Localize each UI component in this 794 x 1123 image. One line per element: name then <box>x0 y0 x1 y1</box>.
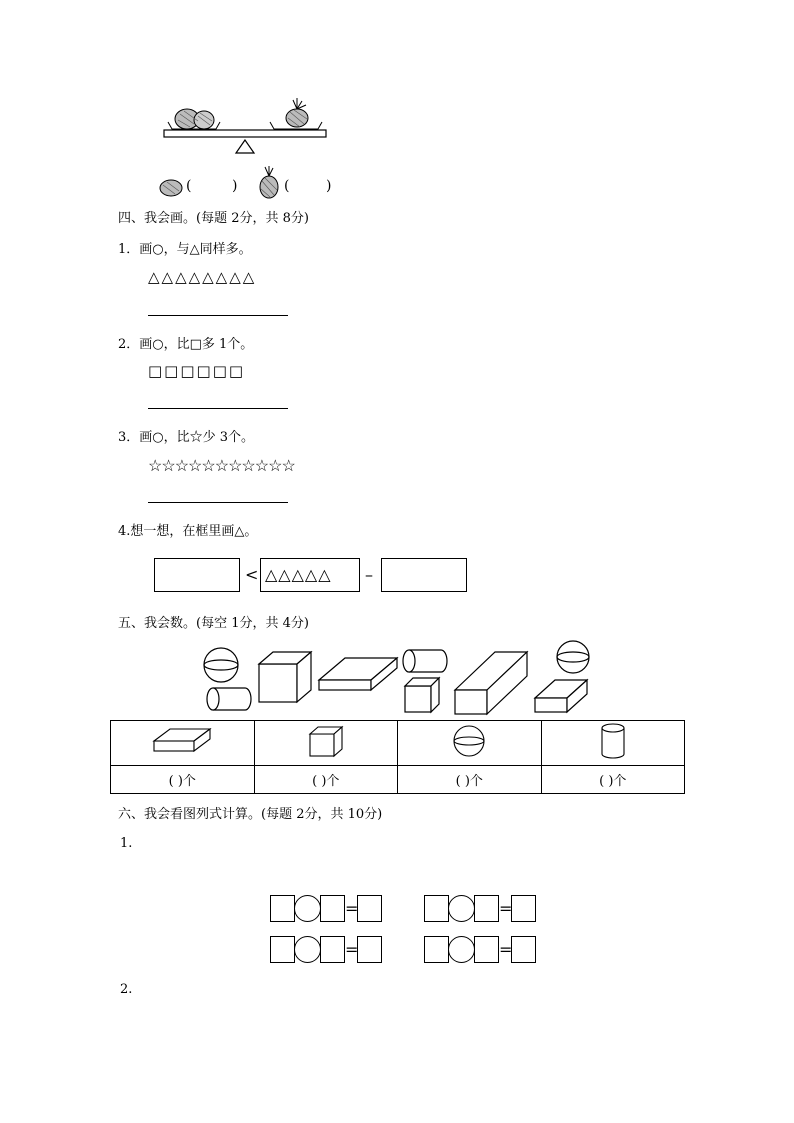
flat-cuboid-icon <box>150 725 214 757</box>
count-answer-sphere[interactable]: ( )个 <box>398 766 542 794</box>
equation-row-2b <box>424 936 536 963</box>
cube-icon <box>259 652 311 702</box>
equation-result-box[interactable] <box>357 936 382 963</box>
equals-sign: = <box>345 899 359 918</box>
equation-row-1b <box>424 895 536 922</box>
equation-operand-box[interactable] <box>270 936 295 963</box>
equals-sign: = <box>345 940 359 959</box>
flat-cuboid-icon <box>319 658 397 690</box>
sphere-icon <box>451 724 487 758</box>
q4-less-than: < <box>245 565 259 584</box>
flat-cuboid-icon <box>535 680 587 712</box>
q4-middle-box <box>260 558 360 592</box>
count-answer-flat-cuboid[interactable]: ( )个 <box>111 766 255 794</box>
count-answer-cube[interactable]: ( )个 <box>254 766 398 794</box>
cylinder-icon <box>598 722 628 760</box>
apple-answer-open: ( <box>186 178 192 194</box>
q1-triangles: △△△△△△△△ <box>148 268 257 286</box>
pineapple-answer-icon <box>258 165 280 199</box>
cylinder-icon <box>207 688 251 710</box>
q4-left-box[interactable] <box>154 558 240 592</box>
equation-operand-box[interactable] <box>320 936 345 963</box>
cube-icon <box>306 724 346 758</box>
equation-operator-circle[interactable] <box>448 936 475 963</box>
section5-heading: 五、我会数。(每空 1分，共 4分) <box>118 616 309 631</box>
count-cell-cube <box>254 721 398 766</box>
equation-operator-circle[interactable] <box>294 936 321 963</box>
section4-heading: 四、我会画。(每题 2分，共 8分) <box>118 211 309 226</box>
q4-minus: – <box>365 565 373 584</box>
equation-operand-box[interactable] <box>270 895 295 922</box>
q4-right-box[interactable] <box>381 558 467 592</box>
equation-row-1a <box>270 895 382 922</box>
q3-answer-line[interactable] <box>148 502 288 503</box>
equals-sign: = <box>499 940 513 959</box>
cylinder-icon <box>403 650 447 672</box>
solid-shapes-illustration <box>195 640 605 720</box>
q4-text: 4.想一想，在框里画△。 <box>118 524 258 539</box>
q2-text: 2．画○，比□多 1个。 <box>118 337 254 352</box>
equation-operator-circle[interactable] <box>448 895 475 922</box>
equation-operand-box[interactable] <box>424 936 449 963</box>
apple-answer-close: ) <box>232 178 238 194</box>
equation-row-2a <box>270 936 382 963</box>
q4-middle-triangles: △△△△△ <box>265 565 332 584</box>
q1-answer-line[interactable] <box>148 315 288 316</box>
sphere-icon <box>557 641 589 673</box>
pineapple-answer-close: ) <box>326 178 332 194</box>
apple-icon <box>175 109 214 129</box>
count-cell-flat-cuboid <box>111 721 255 766</box>
section6-q1-label: 1. <box>120 836 133 851</box>
equation-operand-box[interactable] <box>424 895 449 922</box>
count-cell-sphere <box>398 721 542 766</box>
long-cuboid-icon <box>455 652 527 714</box>
count-answer-cylinder[interactable]: ( )个 <box>541 766 685 794</box>
pineapple-answer-open: ( <box>284 178 290 194</box>
equation-result-box[interactable] <box>357 895 382 922</box>
section6-q2-label: 2. <box>120 982 133 997</box>
q1-text: 1．画○，与△同样多。 <box>118 242 252 257</box>
equation-operator-circle[interactable] <box>294 895 321 922</box>
q2-answer-line[interactable] <box>148 408 288 409</box>
count-table <box>110 720 685 794</box>
q3-stars: ☆☆☆☆☆☆☆☆☆☆☆ <box>148 456 295 475</box>
sphere-icon <box>204 648 238 682</box>
apple-answer-icon <box>158 176 184 198</box>
count-cell-cylinder <box>541 721 685 766</box>
q3-text: 3．画○，比☆少 3个。 <box>118 430 255 445</box>
equation-operand-box[interactable] <box>474 895 499 922</box>
pineapple-icon <box>286 98 308 127</box>
equation-result-box[interactable] <box>511 895 536 922</box>
equation-operand-box[interactable] <box>474 936 499 963</box>
balance-scale-illustration <box>150 92 350 162</box>
equation-operand-box[interactable] <box>320 895 345 922</box>
q2-squares: □□□□□□ <box>148 362 246 380</box>
equals-sign: = <box>499 899 513 918</box>
cube-icon <box>405 678 439 712</box>
equation-result-box[interactable] <box>511 936 536 963</box>
section6-heading: 六、我会看图列式计算。(每题 2分，共 10分) <box>118 807 383 822</box>
